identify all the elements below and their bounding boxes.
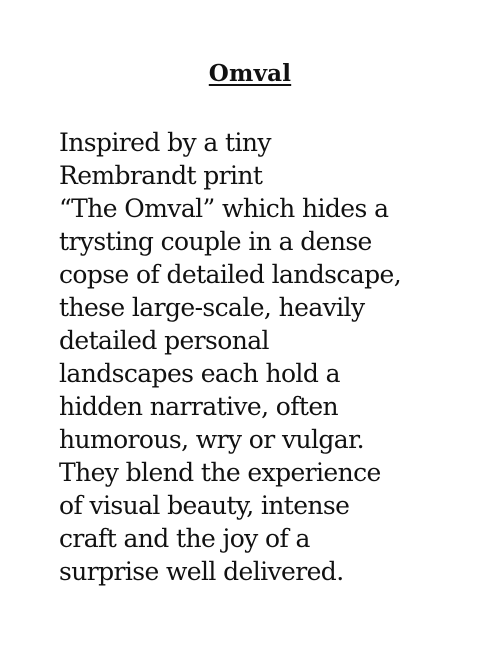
paragraph-line: humorous, wry or vulgar. xyxy=(59,425,365,454)
paragraph-line: hidden narrative, often xyxy=(59,392,339,421)
paragraph-line: Rembrandt print xyxy=(59,161,263,190)
paragraph-line: Inspired by a tiny xyxy=(59,128,271,157)
paragraph-line: “The Omval” which hides a xyxy=(59,194,389,223)
paragraph-line: trysting couple in a dense xyxy=(59,227,372,256)
paragraph-line: these large-scale, heavily xyxy=(59,293,365,322)
paragraph-line: copse of detailed landscape, xyxy=(59,260,402,289)
paragraph-line: craft and the joy of a xyxy=(59,524,310,553)
paragraph-line: landscapes each hold a xyxy=(59,359,340,388)
document-title: Omval xyxy=(208,60,292,87)
paragraph-line: They blend the experience xyxy=(59,458,381,487)
paragraph-line: surprise well delivered. xyxy=(59,557,344,586)
description-paragraph xyxy=(59,126,489,588)
paragraph-line: detailed personal xyxy=(59,326,269,355)
paragraph-line: of visual beauty, intense xyxy=(59,491,350,520)
